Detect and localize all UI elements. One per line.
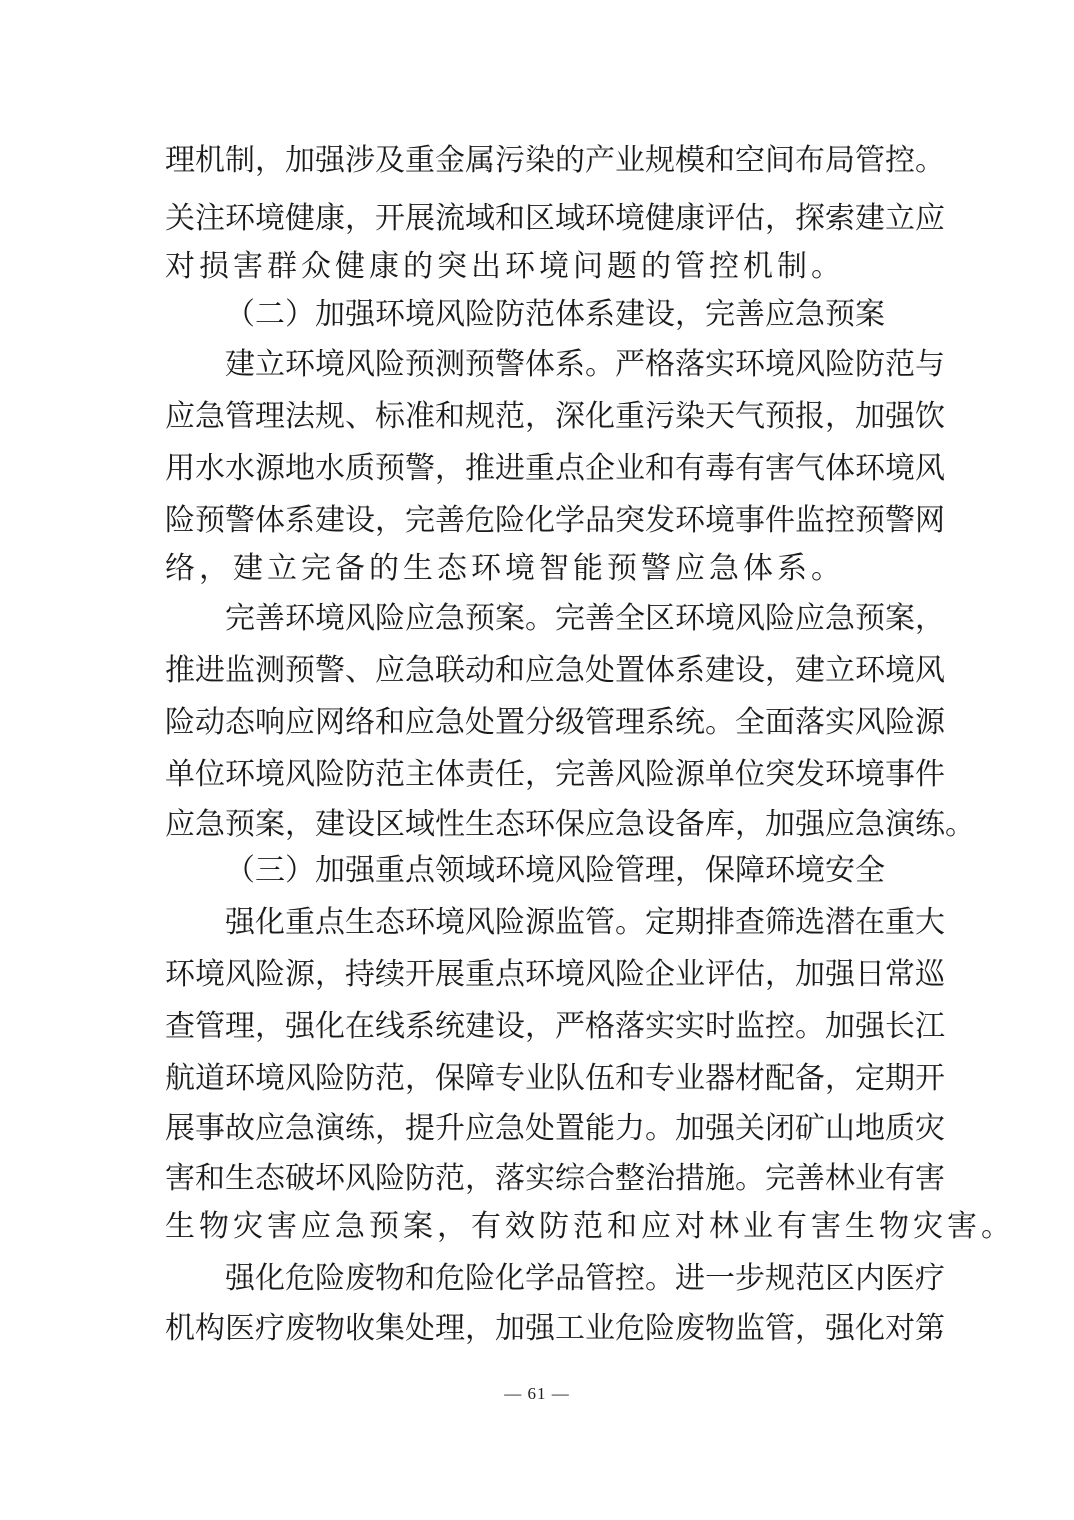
text-line: 害和生态破坏风险防范，落实综合整治措施。完善林业有害	[165, 1161, 945, 1196]
text-line: 推进监测预警、应急联动和应急处置体系建设，建立环境风	[165, 653, 945, 688]
text-line: 生物灾害应急预案，有效防范和应对林业有害生物灾害。	[165, 1209, 1015, 1244]
text-line: 用水水源地水质预警，推进重点企业和有毒有害气体环境风	[165, 451, 945, 486]
text-line: 险预警体系建设，完善危险化学品突发环境事件监控预警网	[165, 503, 945, 538]
text-line: 单位环境风险防范主体责任，完善风险源单位突发环境事件	[165, 757, 945, 792]
page-number: — 61 —	[504, 1384, 570, 1403]
text-line: 应急管理法规、标准和规范，深化重污染天气预报，加强饮	[165, 399, 945, 434]
text-line: 查管理，强化在线系统建设，严格落实实时监控。加强长江	[165, 1009, 945, 1044]
paragraph-first-line: 强化重点生态环境风险源监管。定期排查筛选潜在重大	[225, 905, 945, 940]
section-heading: （三）加强重点领域环境风险管理，保障环境安全	[225, 853, 885, 888]
text-line: 关注环境健康，开展流域和区域环境健康评估，探索建立应	[165, 201, 945, 236]
text-line: 机构医疗废物收集处理，加强工业危险废物监管，强化对第	[165, 1311, 945, 1346]
text-line: 险动态响应网络和应急处置分级管理系统。全面落实风险源	[165, 705, 945, 740]
paragraph-first-line: 完善环境风险应急预案。完善全区环境风险应急预案，	[225, 601, 945, 636]
text-line: 对损害群众健康的突出环境问题的管控机制。	[165, 249, 845, 284]
text-line: 环境风险源，持续开展重点环境风险企业评估，加强日常巡	[165, 957, 945, 992]
text-line: 应急预案，建设区域性生态环保应急设备库，加强应急演练。	[165, 807, 975, 842]
paragraph-first-line: 建立环境风险预测预警体系。严格落实环境风险防范与	[225, 347, 945, 382]
section-heading: （二）加强环境风险防范体系建设，完善应急预案	[225, 297, 885, 332]
paragraph-first-line: 强化危险废物和危险化学品管控。进一步规范区内医疗	[225, 1261, 945, 1296]
text-line: 展事故应急演练，提升应急处置能力。加强关闭矿山地质灾	[165, 1111, 945, 1146]
text-line: 航道环境风险防范，保障专业队伍和专业器材配备，定期开	[165, 1061, 945, 1096]
text-line: 理机制，加强涉及重金属污染的产业规模和空间布局管控。	[165, 143, 945, 178]
text-line: 络，建立完备的生态环境智能预警应急体系。	[165, 551, 845, 586]
